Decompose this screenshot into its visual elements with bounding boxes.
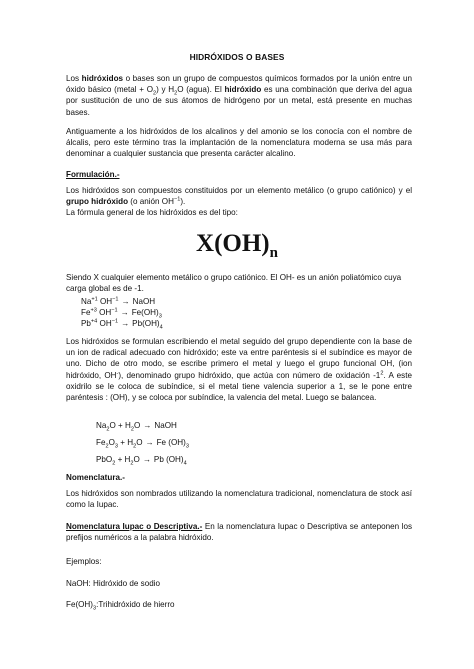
general-formula: $X(OH)_n$ bbox=[196, 230, 278, 261]
example-naoh: NaOH: Hidróxido de sodio bbox=[66, 579, 161, 588]
ion-example-fe: $Fe^{+3}$ $OH^{-1} \to Fe(OH)_3$ bbox=[81, 307, 162, 320]
iupac-subheading: Nomenclatura Iupac o Descriptiva.- bbox=[66, 522, 203, 531]
ion-example-pb: $Pb^{+4}$ $OH^{-1} \to Pb(OH)_4$ bbox=[81, 318, 163, 331]
ejemplos-label: Ejemplos: bbox=[66, 557, 102, 566]
intro-paragraph-2: Antiguamente a los hidróxidos de los alcalinos y del amonio se los conocía con el nombre de álcalis, pero este término tras la implantación de la nomenclatura moderna se usa más para denominar a cualquier sustancia que presenta carácter alcalino. bbox=[66, 127, 412, 159]
formulacion-paragraph-3: Siendo X cualquier elemento metálico o grupo catiónico. El OH- es un anión poliatómico cuya carga global es de -1. bbox=[66, 273, 402, 294]
reaction-na: $Na_2O + H_2O$ → NaOH bbox=[96, 421, 177, 433]
formulacion-paragraph-4: Los hidróxidos se formulan escribiendo el metal seguido del grupo dependiente con la base de un ion de radical adecuado con hidróxido; este va entre paréntesis si el subíndice es mayor de uno. Dicho de otro modo, se escribe primero el metal y luego el grupo funcional OH, (ion hidróxido, OH-), denominado grupo hidróxido, que actúa con número de oxidación $-1^2$. A este oxidrilo se le coloca de subíndice, si el metal tiene valencia superior a 1, se le pone entre paréntesis : (OH), y se coloca por subíndice, la valencia del metal. Luego se balancea. bbox=[66, 337, 412, 403]
nomenclatura-paragraph-1: Los hidróxidos son nombrados utilizando la nomenclatura tradicional, nomenclatura de stock así como la Iupac. bbox=[66, 489, 412, 510]
nomenclatura-iupac-paragraph: Nomenclatura Iupac o Descriptiva.- En la nomenclatura Iupac o Descriptiva se anteponen los prefijos numéricos a la palabra hidróxido. bbox=[66, 522, 412, 543]
intro-paragraph-1: Los hidróxidos o bases son un grupo de compuestos químicos formados por la unión entre un óxido básico (metal + $O_2$) y $H_2O$ (agua). El hidróxido es una combinación que deriva del agua por sustitución de uno de sus átomos de hidrógeno por un metal, está presente en muchas bases. bbox=[66, 74, 412, 117]
formulacion-heading: Formulación.- bbox=[66, 170, 120, 179]
document-title: HIDRÓXIDOS O BASES bbox=[189, 52, 285, 62]
reaction-pb: $PbO_2 + H_2O \to Pb$ $(OH)_4$ bbox=[96, 455, 187, 467]
reaction-fe: $Fe_2O_3 + H_2O \to Fe$ $(OH)_3$ bbox=[96, 438, 189, 450]
example-feoh3: $Fe(OH)_3:Trihidróxido$ de hierro bbox=[66, 600, 175, 612]
nomenclatura-heading: Nomenclatura.- bbox=[66, 473, 125, 482]
formulacion-paragraph-1: Los hidróxidos son compuestos constituidos por un elemento metálico (o grupo catiónico) y el grupo hidróxido (o anión $OH^{-1}$). La fórmula general de los hidróxidos es del tipo: bbox=[66, 186, 412, 218]
ion-example-na: $Na^{+1}$ $OH^{-1}$ → NaOH bbox=[81, 296, 156, 306]
